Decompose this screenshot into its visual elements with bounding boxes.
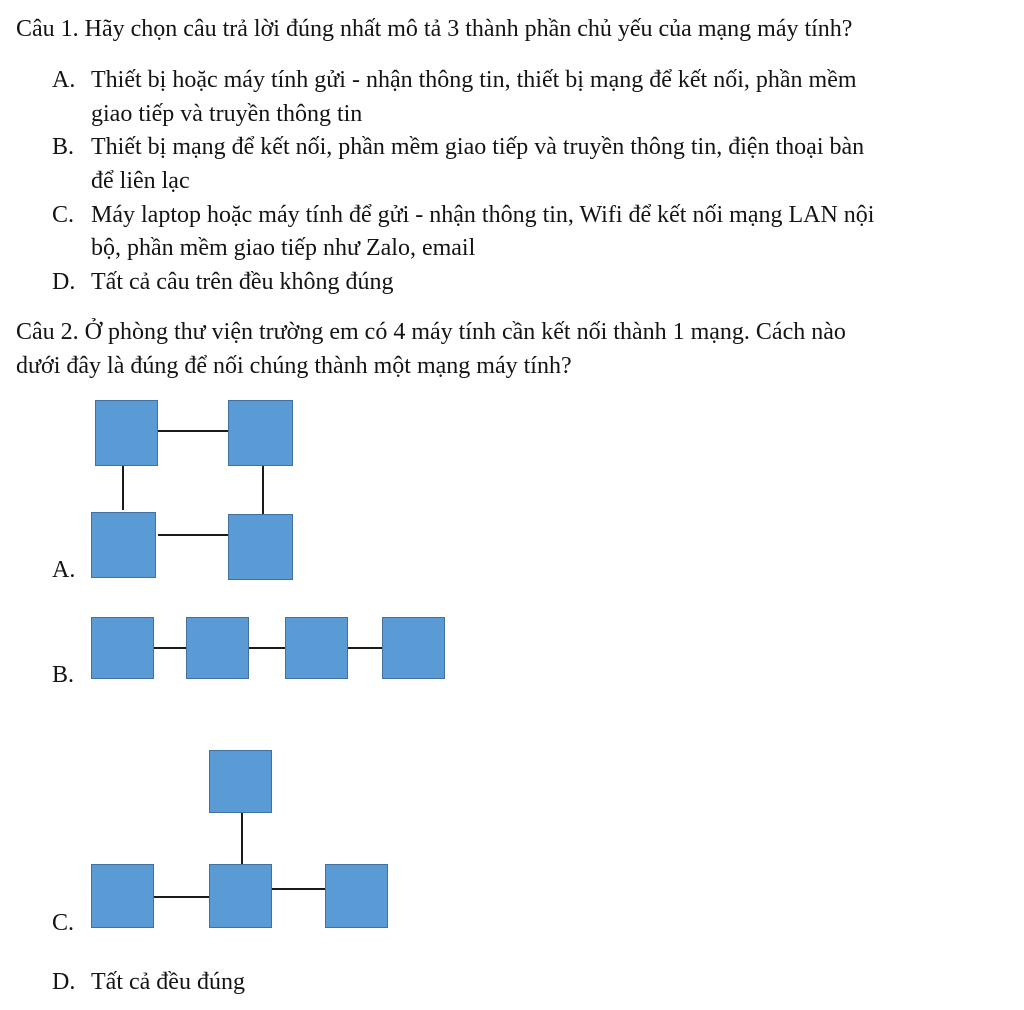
computer-node [91,512,156,578]
computer-node [91,864,154,928]
option-text-line: Tất cả câu trên đều không đúng [91,269,394,295]
computer-node [228,514,293,580]
option-text-line: giao tiếp và truyền thông tin [91,101,363,127]
option-letter: B. [52,134,75,160]
network-link [272,888,325,890]
option-text-line: Tất cả đều đúng [91,969,245,995]
option-text-line: bộ, phần mềm giao tiếp như Zalo, email [91,235,476,261]
option-letter: A. [52,557,76,583]
computer-node [285,617,348,679]
network-link [154,896,210,898]
network-link [158,534,228,536]
network-link [158,430,228,432]
computer-node [95,400,158,466]
network-link [249,647,285,649]
option-letter: D. [52,269,76,295]
option-letter: A. [52,67,76,93]
option-text-line: Máy laptop hoặc máy tính để gửi - nhận thông tin, Wifi để kết nối mạng LAN nội [91,202,875,228]
network-link [348,647,382,649]
option-text-line: Thiết bị hoặc máy tính gửi - nhận thông tin, thiết bị mạng để kết nối, phần mềm [91,67,857,93]
option-text-line: để liên lạc [91,168,190,194]
network-link [122,466,124,510]
option-letter: C. [52,202,75,228]
computer-node [228,400,293,466]
computer-node [209,750,272,813]
computer-node [186,617,249,679]
computer-node [382,617,445,679]
computer-node [91,617,154,679]
computer-node [209,864,272,928]
question-1-title: Câu 1. Hãy chọn câu trả lời đúng nhất mô tả 3 thành phần chủ yếu của mạng máy tính? [16,16,853,42]
computer-node [325,864,388,928]
question-2-title-line-1: Câu 2. Ở phòng thư viện trường em có 4 máy tính cần kết nối thành 1 mạng. Cách nào [16,319,846,345]
network-link [154,647,186,649]
network-link [262,466,264,514]
option-letter: C. [52,910,75,936]
option-letter: D. [52,969,76,995]
option-text-line: Thiết bị mạng để kết nối, phần mềm giao tiếp và truyền thông tin, điện thoại bàn [91,134,865,160]
question-2-title-line-2: dưới đây là đúng để nối chúng thành một mạng máy tính? [16,353,572,379]
option-letter: B. [52,662,75,688]
network-link [241,813,243,864]
